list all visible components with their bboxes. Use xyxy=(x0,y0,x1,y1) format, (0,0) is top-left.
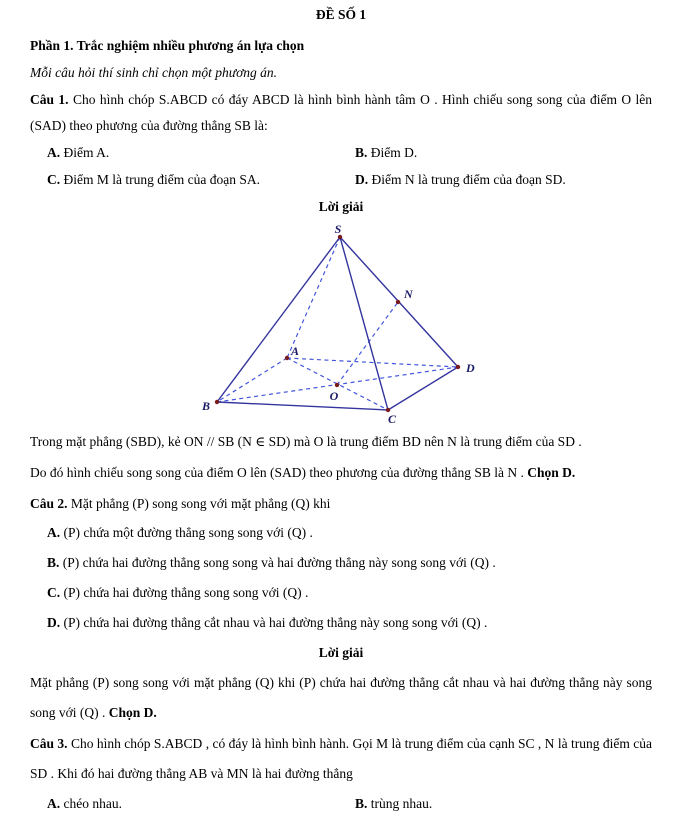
vertex-a-label: A xyxy=(291,344,300,358)
q1-solution-heading: Lời giải xyxy=(318,199,364,214)
segment-on xyxy=(337,302,398,385)
q2-option-b xyxy=(30,548,652,578)
q1-option-a xyxy=(47,139,355,166)
part-heading: Phần 1. Trắc nghiệm nhiều phương án lựa chọn xyxy=(30,38,305,53)
vertex-n-label: N xyxy=(404,287,413,301)
q1-option-b-label: B. xyxy=(355,145,368,160)
vertex-d-label: D xyxy=(466,361,475,375)
q1-option-a-text: Điểm A. xyxy=(63,145,110,160)
q1-option-c-label: C. xyxy=(47,172,61,187)
q1-option-d-label: D. xyxy=(355,172,369,187)
edge-sb xyxy=(217,237,340,402)
q1-option-c xyxy=(47,166,355,193)
q1-option-c-text: Điểm M là trung điểm của đoạn SA. xyxy=(63,172,260,187)
q3-options-row-1 xyxy=(30,789,652,819)
vertex-labels xyxy=(201,222,475,426)
q2-option-c xyxy=(30,578,652,608)
vertex-dots xyxy=(215,235,460,412)
question-3-text: Cho hình chóp S.ABCD , có đáy là hình bình hành. Gọi M là trung điểm của cạnh SC , N là trung điểm của SD . Khi đó hai đường thẳng AB và MN là hai đường thẳng xyxy=(30,736,653,781)
q2-option-a-text: (P) chứa một đường thẳng song song với (Q) . xyxy=(63,525,313,540)
q2-option-d-label: D. xyxy=(47,615,61,630)
edge-ad xyxy=(287,358,458,367)
question-3 xyxy=(30,729,652,789)
q1-options-row-1 xyxy=(30,139,652,166)
q1-solution-line-2 xyxy=(30,457,652,488)
vertex-d-dot xyxy=(456,365,460,369)
q2-option-a-label: A. xyxy=(47,525,61,540)
q3-option-b-label: B. xyxy=(355,796,368,811)
q1-option-d xyxy=(355,166,566,193)
q3-option-a-label: A. xyxy=(47,796,61,811)
q1-option-b xyxy=(355,139,417,166)
edge-cd xyxy=(388,367,458,410)
page-title: ĐỀ SỐ 1 xyxy=(315,7,367,22)
edge-bc xyxy=(217,402,388,410)
q2-option-c-text: (P) chứa hai đường thẳng song song với (Q) . xyxy=(63,585,309,600)
q1-option-a-label: A. xyxy=(47,145,61,160)
vertex-b-label: B xyxy=(201,399,210,413)
q3-option-b-text: trùng nhau. xyxy=(370,796,433,811)
question-2 xyxy=(30,489,652,518)
vertex-n-dot xyxy=(396,300,400,304)
q1-options-row-2 xyxy=(30,166,652,193)
q1-option-b-text: Điểm D. xyxy=(370,145,418,160)
vertex-s-label: S xyxy=(334,222,342,236)
q2-option-c-label: C. xyxy=(47,585,61,600)
q2-option-d-text: (P) chứa hai đường thẳng cắt nhau và hai đường thẳng này song song với (Q) . xyxy=(63,615,488,630)
vertex-a-dot xyxy=(285,356,289,360)
q1-answer: Chọn D. xyxy=(527,465,576,480)
q3-option-b xyxy=(355,789,432,819)
question-1 xyxy=(30,87,652,139)
q1-option-d-text: Điểm N là trung điểm của đoạn SD. xyxy=(371,172,566,187)
vertex-b-dot xyxy=(215,400,219,404)
q3-option-a-text: chéo nhau. xyxy=(63,796,122,811)
question-2-text: Mặt phẳng (P) song song với mặt phẳng (Q) khi xyxy=(70,496,331,511)
q2-answer: Chọn D. xyxy=(108,705,157,720)
q1-solution-line-1: Trong mặt phẳng (SBD), kẻ ON // SB (N ∈ SD) mà O là trung điểm BD nên N là trung điểm của SD . xyxy=(30,434,582,449)
q3-option-a xyxy=(47,789,355,819)
pyramid-svg xyxy=(180,220,480,426)
q2-solution-text: Mặt phẳng (P) song song với mặt phẳng (Q) khi (P) chứa hai đường thẳng cắt nhau và hai đường thẳng này song song với (Q) . xyxy=(30,675,652,720)
vertex-o-label: O xyxy=(329,389,339,403)
question-3-label: Câu 3. xyxy=(30,736,68,751)
question-2-label: Câu 2. xyxy=(30,496,68,511)
vertex-o-dot xyxy=(335,383,339,387)
q2-option-b-label: B. xyxy=(47,555,60,570)
part-note: Mỗi câu hỏi thí sinh chỉ chọn một phương án. xyxy=(30,65,278,80)
q1-solution-line-2-text: Do đó hình chiếu song song của điểm O lên (SAD) theo phương của đường thẳng SB là N . xyxy=(30,465,524,480)
edge-ab xyxy=(217,358,287,402)
q2-option-a xyxy=(30,518,652,548)
pyramid-diagram xyxy=(30,220,652,426)
q2-solution xyxy=(30,668,652,728)
question-1-label: Câu 1. xyxy=(30,92,69,107)
q2-option-b-text: (P) chứa hai đường thẳng song song và hai đường thẳng này song song với (Q) . xyxy=(62,555,496,570)
vertex-c-label: C xyxy=(387,412,397,426)
q2-option-d xyxy=(30,608,652,638)
question-1-text: Cho hình chóp S.ABCD có đáy ABCD là hình bình hành tâm O . Hình chiếu song song của điểm O lên (SAD) theo phương của đường thẳng SB là: xyxy=(30,92,652,133)
q2-solution-heading: Lời giải xyxy=(318,645,364,660)
